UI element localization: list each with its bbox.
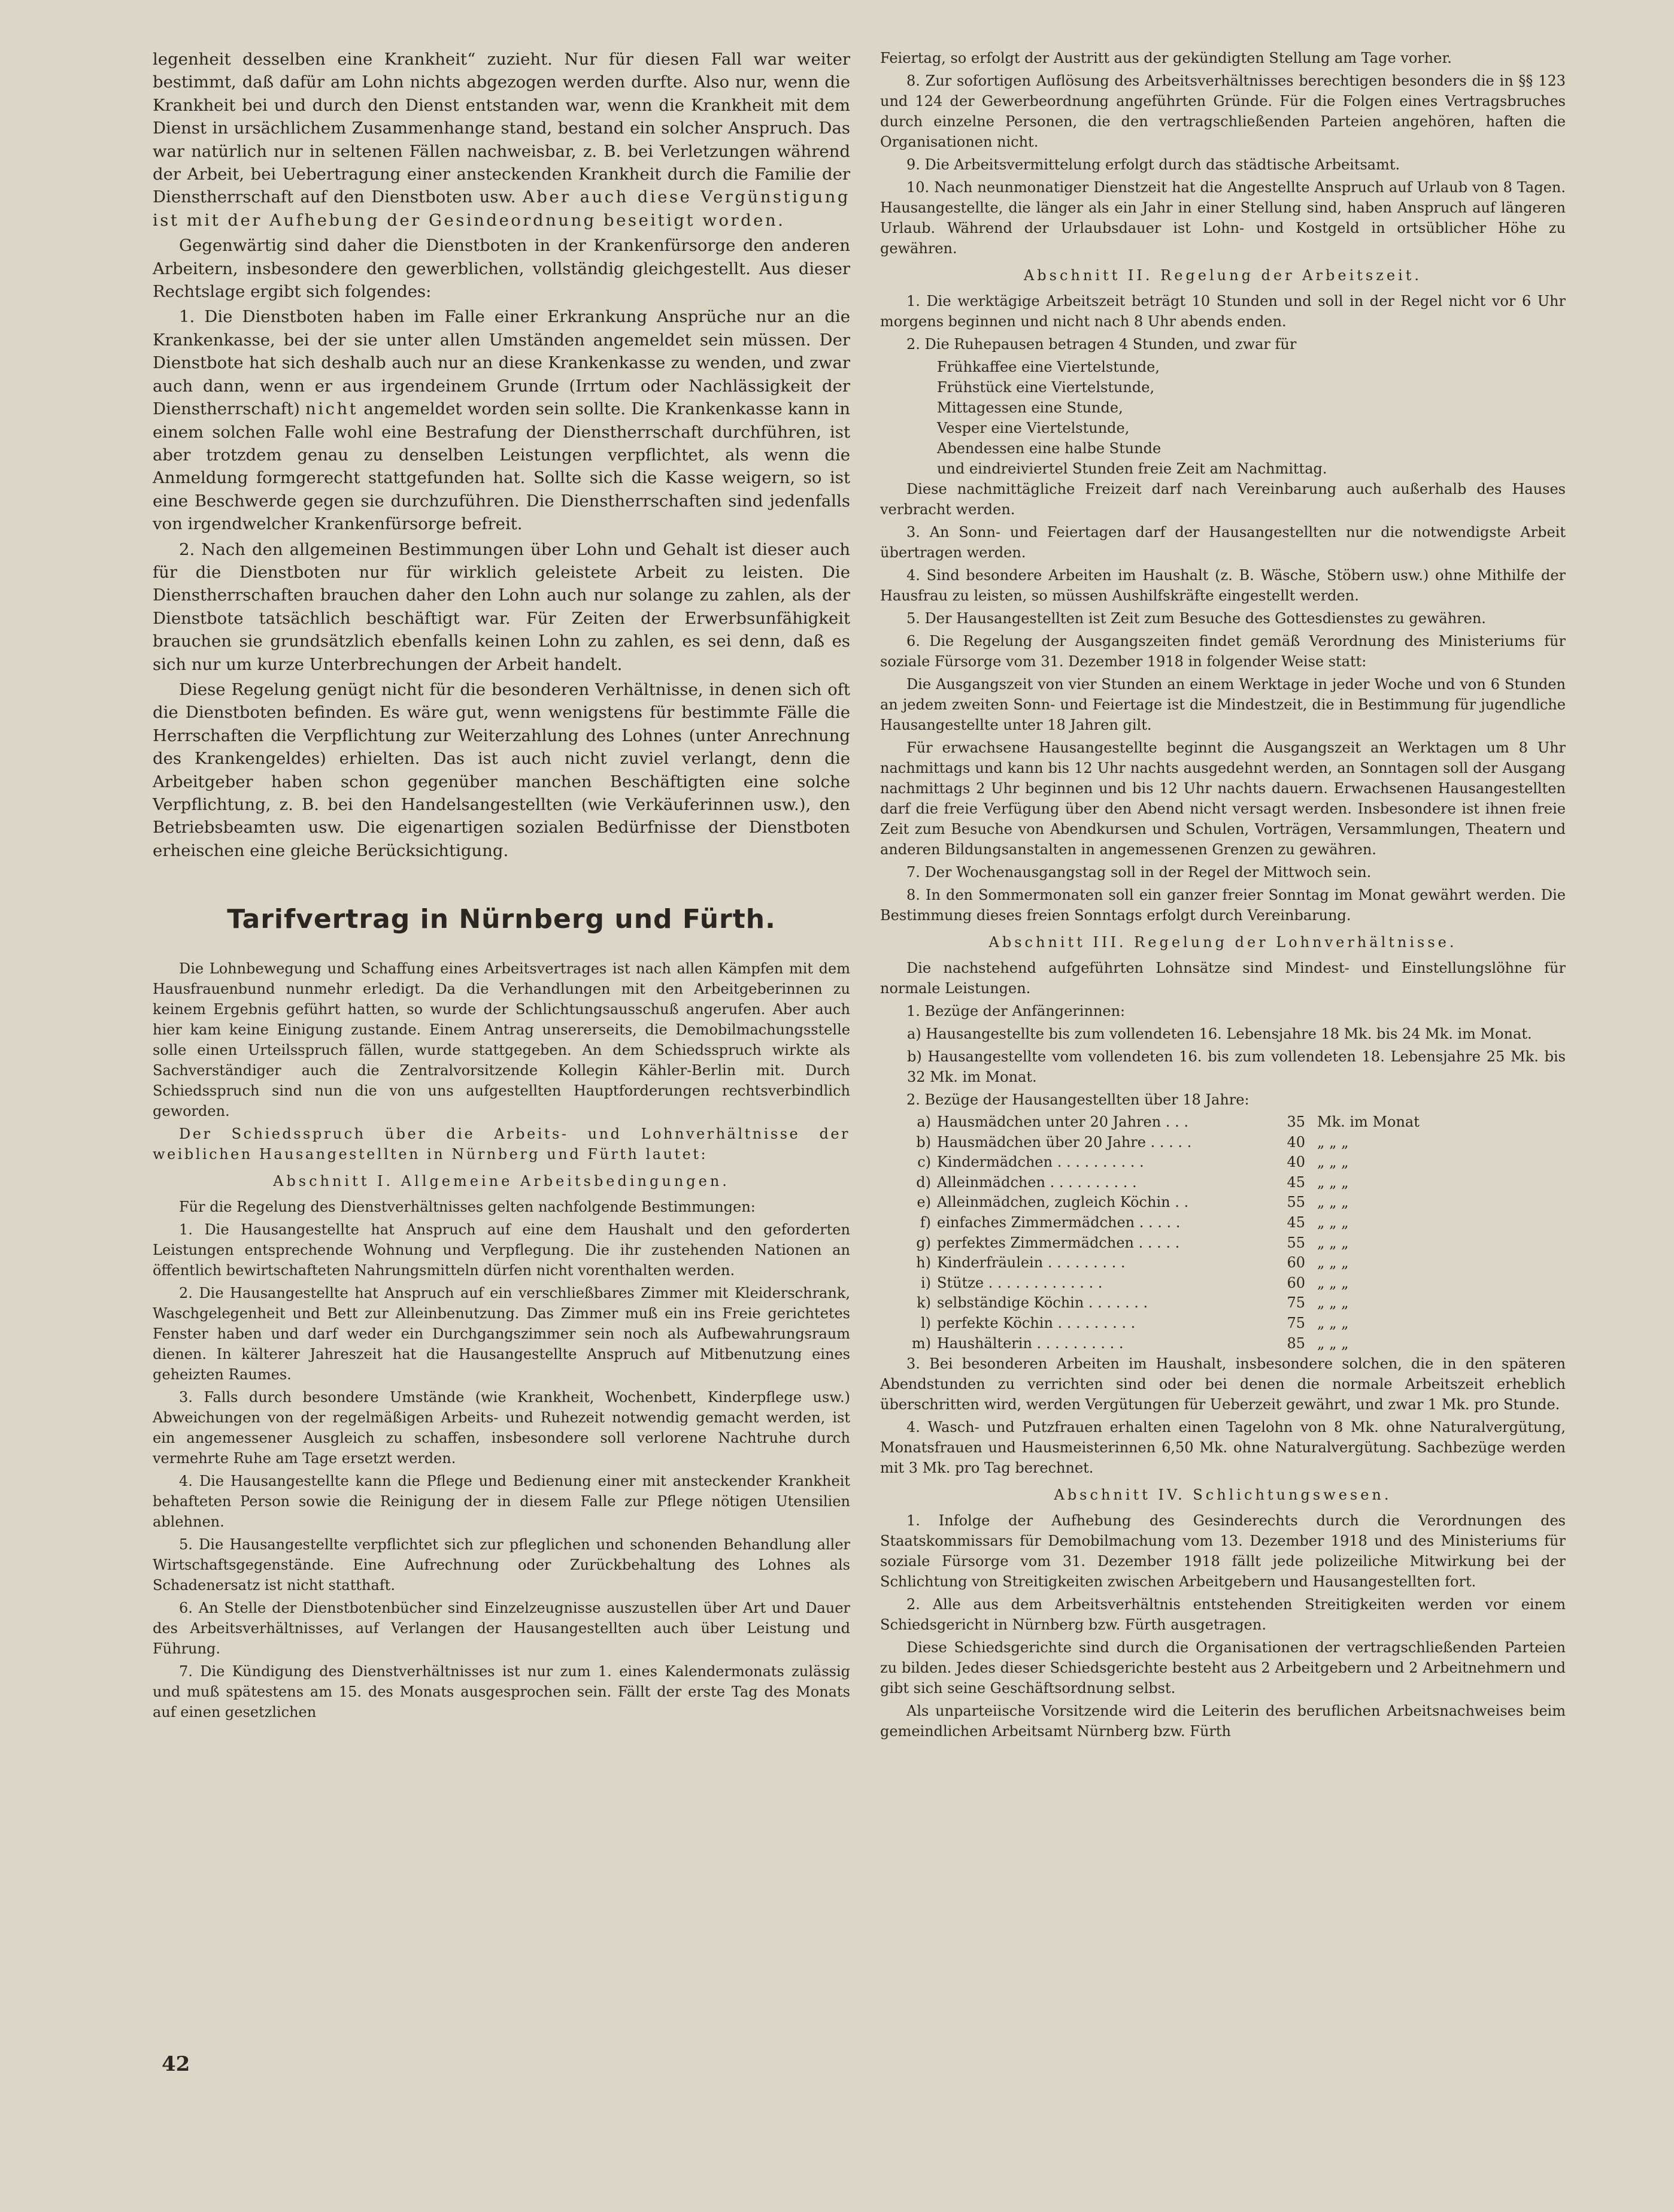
wage-row — [880, 1213, 1566, 1233]
wage-label: Stütze . . . . . . . . . . . . . — [937, 1274, 1103, 1291]
paragraph: 8. Zur sofortigen Auflösung des Arbeitsverhältnisses berechtigen besonders die in §§ 123 und 124 der Gewerbeordnung angeführten Gründe. Für die Folgen eines Vertragsbruches durch einzelne Personen, die den vertragschließenden Parteien angehören, haften die Organisationen nicht. — [880, 72, 1566, 150]
wage-row — [880, 1273, 1566, 1294]
wage-label: Hausmädchen unter 20 Jahren . . . — [937, 1113, 1188, 1130]
paragraph: a) Hausangestellte bis zum vollendeten 16. Lebensjahre 18 Mk. bis 24 Mk. im Monat. — [907, 1025, 1532, 1042]
wage-value: 75 — [1287, 1294, 1305, 1312]
text-run: 1. Die Dienstboten haben im Falle einer Erkrankung Ansprüche nur an die Krankenkasse, bei der sie unter allen Umständen angemeldet sein müssen. Der Dienstbote hat sich deshalb auch nur an diese Krankenkasse zu wenden, und zwar auch dann, wenn er aus irgendeinem Grunde (Irrtum oder Nachlässigkeit der Dienstherrschaft) — [153, 307, 850, 419]
wage-label: perfektes Zimmermädchen . . . . . — [937, 1234, 1180, 1251]
wage-unit: „ „ „ — [1317, 1274, 1349, 1291]
paragraph: 2. Die Hausangestellte hat Anspruch auf ein verschließbares Zimmer mit Kleiderschrank, Waschgelegenheit und Bett zur Alleinbenutzung. Das Zimmer muß ein ins Freie gerichtetes Fenster haben und darf weder ein Durchgangszimmer sein noch als Aufbewahrungsraum dienen. In kälterer Jahreszeit hat die Hausangestellte Anspruch auf Mitbenutzung eines geheizten Raumes. — [153, 1285, 850, 1383]
wage-row — [880, 1193, 1566, 1213]
wage-letter: e) — [917, 1194, 931, 1211]
paragraph: Die nachstehend aufgeführten Lohnsätze sind Mindest- und Einstellungslöhne für normale Leistungen. — [880, 960, 1566, 997]
paragraph: 3. Bei besonderen Arbeiten im Haushalt, insbesondere solchen, die in den späteren Abendstunden zu verrichten sind oder bei denen die normale Arbeitszeit erheblich überschritten wird, werden Vergütungen für Ueberzeit gewährt, und zwar 1 Mk. pro Stunde. — [880, 1355, 1566, 1413]
wage-letter: i) — [920, 1274, 931, 1291]
break-item: Abendessen eine halbe Stunde — [937, 440, 1162, 457]
wage-letter: l) — [920, 1314, 931, 1331]
paragraph: Als unparteiische Vorsitzende wird die Leiterin des beruflichen Arbeitsnachweises beim gemeindlichen Arbeitsamt Nürnberg bzw. Fürth — [880, 1703, 1566, 1740]
paragraph: 4. Sind besondere Arbeiten im Haushalt (z. B. Wäsche, Stöbern usw.) ohne Mithilfe der Hausfrau zu leisten, so müssen Aushilfskräfte eingestellt werden. — [880, 567, 1566, 604]
paragraph: 1. Bezüge der Anfängerinnen: — [906, 1003, 1126, 1019]
break-item: Frühkaffee eine Viertelstunde, — [937, 359, 1160, 375]
page-number: 42 — [162, 2052, 190, 2076]
wage-label: Haushälterin . . . . . . . . . . — [937, 1334, 1124, 1352]
wage-row — [880, 1313, 1566, 1334]
paragraph: 6. Die Regelung der Ausgangszeiten findet gemäß Verordnung des Ministeriums für soziale Fürsorge vom 31. Dezember 1918 in folgender Weise statt: — [880, 633, 1566, 670]
text-run: legenheit desselben eine Krankheit“ zuzieht. Nur für diesen Fall war weiter bestimmt, daß dafür am Lohn nichts abgezogen werden durfte. Also nur, wenn die Krankheit bei und durch den Dienst entstanden war, wenn die Krankheit mit dem Dienst in ursächlichem Zusammenhange stand, bestand ein solcher Anspruch. Das war natürlich nur in seltenen Fällen nachweisbar, z. B. bei Verletzungen während der Arbeit, bei Uebertragung einer ansteckenden Krankheit durch die Familie der Dienstherrschaft auf den Dienstboten usw. — [153, 50, 850, 207]
section-heading: Abschnitt I. Allgemeine Arbeitsbedingungen. — [273, 1173, 730, 1190]
paragraph: 9. Die Arbeitsvermittelung erfolgt durch das städtische Arbeitsamt. — [906, 156, 1400, 173]
wage-label: Alleinmädchen . . . . . . . . . . — [937, 1173, 1137, 1191]
paragraph: 1. Die werktägige Arbeitszeit beträgt 10 Stunden und soll in der Regel nicht vor 6 Uhr morgens beginnen und nicht nach 8 Uhr abends enden. — [880, 293, 1566, 330]
wage-unit: „ „ „ — [1317, 1173, 1349, 1191]
wage-letter: a) — [917, 1113, 931, 1130]
paragraph: Die Ausgangszeit von vier Stunden an einem Werktage in jeder Woche und von 6 Stunden an jedem zweiten Sonn- und Feiertage ist die Mindestzeit, die in Bestimmung für jugendliche Hausangestellte unter 18 Jahren gilt. — [880, 676, 1566, 733]
paragraph: Diese Schiedsgerichte sind durch die Organisationen der vertragschließenden Parteien zu bilden. Jedes dieser Schiedsgerichte besteht aus 2 Arbeitgebern und 2 Arbeitnehmern und gibt sich seine Geschäftsordnung selbst. — [880, 1639, 1566, 1697]
spaced-text: nicht — [305, 399, 359, 419]
paragraph: 6. An Stelle der Dienstbotenbücher sind Einzelzeugnisse auszustellen über Art und Dauer des Arbeitsverhältnisses, auf Verlangen der Hausangestellten auch über Leistung und Führung. — [153, 1600, 850, 1658]
wage-letter: g) — [916, 1234, 931, 1251]
wage-unit: Mk. im Monat — [1317, 1113, 1420, 1130]
wage-value: 85 — [1287, 1334, 1305, 1352]
wage-value: 60 — [1287, 1254, 1305, 1272]
paragraph: Für die Regelung des Dienstverhältnisses gelten nachfolgende Bestimmungen: — [179, 1198, 756, 1216]
paragraph: 2. Die Ruhepausen betragen 4 Stunden, und zwar für — [906, 336, 1297, 353]
wage-row — [880, 1334, 1566, 1354]
paragraph: 3. Falls durch besondere Umstände (wie Krankheit, Wochenbett, Kinderpflege usw.) Abweichungen von der regelmäßigen Arbeits- und Ruhezeit notwendig gemacht werden, ist ein angemessener Ausgleich zu schaffen, insbesondere soll verlorene Nachtruhe durch vermehrte Ruhe am Tage ersetzt werden. — [153, 1389, 850, 1467]
wage-label: einfaches Zimmermädchen . . . . . — [937, 1213, 1181, 1231]
paragraph — [153, 305, 850, 535]
paragraph: 3. An Sonn- und Feiertagen darf der Hausangestellten nur die notwendigste Arbeit übertragen werden. — [880, 524, 1566, 561]
paragraph: Gegenwärtig sind daher die Dienstboten in der Krankenfürsorge den anderen Arbeitern, insbesondere den gewerblichen, vollständig gleichgestellt. Aus dieser Rechtslage ergibt sich folgendes: — [153, 236, 850, 302]
wage-letter: b) — [916, 1133, 931, 1151]
paragraph: 8. In den Sommermonaten soll ein ganzer freier Sonntag im Monat gewährt werden. Die Bestimmung dieses freien Sonntags erfolgt durch Vereinbarung. — [880, 887, 1566, 924]
wage-unit: „ „ „ — [1317, 1213, 1349, 1231]
wage-row — [880, 1152, 1566, 1173]
paragraph: 5. Der Hausangestellten ist Zeit zum Besuche des Gottesdienstes zu gewähren. — [906, 610, 1486, 627]
wage-letter: m) — [911, 1334, 931, 1352]
section-heading: Abschnitt IV. Schlichtungswesen. — [1054, 1486, 1392, 1504]
paragraph: 2. Alle aus dem Arbeitsverhältnis entstehenden Streitigkeiten werden vor einem Schiedsgericht in Nürnberg bzw. Fürth ausgetragen. — [880, 1596, 1566, 1634]
wage-value: 45 — [1287, 1173, 1305, 1191]
wage-table — [880, 1112, 1566, 1354]
text-run: angemeldet worden sein sollte. Die Krankenkasse kann in einem solchen Falle wohl eine Bestrafung der Dienstherrschaft durchführen, ist aber trotzdem genau zu denselben Leistungen verpflichtet, als wenn die Anmeldung formgerecht stattgefunden hat. Sollte sich die Kasse weigern, so ist eine Beschwerde gegen sie durchzuführen. Die Dienstherrschaften sind jedenfalls von irgendwelcher Krankenfürsorge befreit. — [153, 399, 850, 534]
wage-unit: „ „ „ — [1317, 1154, 1349, 1171]
break-item: Mittagessen eine Stunde, — [937, 399, 1123, 416]
left-column — [153, 48, 850, 1725]
paragraph: 1. Infolge der Aufhebung des Gesinderechts durch die Verordnungen des Staatskommissars für Demobilmachung vom 13. Dezember 1918 und des Ministeriums für soziale Fürsorge vom 31. Dezember 1918 fällt jede polizeiliche Mitwirkung bei der Schlichtung von Streitigkeiten zwischen Arbeitgebern und Hausangestellten fort. — [880, 1512, 1566, 1591]
wage-letter: f) — [920, 1213, 931, 1231]
wage-letter: k) — [917, 1294, 931, 1312]
wage-value: 55 — [1287, 1194, 1305, 1211]
right-column — [880, 48, 1566, 1744]
wage-value: 45 — [1287, 1213, 1305, 1231]
wage-unit: „ „ „ — [1317, 1133, 1349, 1151]
wage-value: 35 — [1287, 1113, 1305, 1130]
paragraph: 7. Der Wochenausgangstag soll in der Regel der Mittwoch sein. — [906, 864, 1372, 881]
break-item: Vesper eine Viertelstunde, — [937, 420, 1130, 436]
break-item: und eindreiviertel Stunden freie Zeit am Nachmittag. — [937, 460, 1327, 477]
paragraph: 7. Die Kündigung des Dienstverhältnisses ist nur zum 1. eines Kalendermonats zulässig und muß spätestens am 15. des Monats ausgesprochen sein. Fällt der erste Tag des Monats auf einen gesetzlichen — [153, 1663, 850, 1721]
article-title: Tarifvertrag in Nürnberg und Fürth. — [227, 904, 776, 935]
paragraph — [153, 48, 850, 232]
spaced-text: Aber auch diese Vergünstigung ist mit der Aufhebung der Gesindeordnung beseitigt worden. — [153, 187, 850, 230]
wage-row — [880, 1253, 1566, 1273]
wage-row — [880, 1112, 1566, 1133]
section-heading: Abschnitt II. Regelung der Arbeitszeit. — [1023, 267, 1423, 284]
wage-letter: h) — [916, 1254, 931, 1272]
wage-value: 40 — [1287, 1154, 1305, 1171]
paragraph: 1. Die Hausangestellte hat Anspruch auf eine dem Haushalt und den geforderten Leistungen entsprechende Wohnung und Verpflegung. Die ihr zustehenden Nationen an öffentlich bewirtschafteten Nahrungsmitteln dürfen nicht vorenthalten werden. — [153, 1221, 850, 1279]
break-item: Frühstück eine Viertelstunde, — [937, 379, 1155, 396]
wage-unit: „ „ „ — [1317, 1334, 1349, 1352]
wage-unit: „ „ „ — [1317, 1234, 1349, 1251]
wage-unit: „ „ „ — [1317, 1254, 1349, 1272]
paragraph: Feiertag, so erfolgt der Austritt aus der gekündigten Stellung am Tage vorher. — [880, 50, 1452, 66]
wage-value: 40 — [1287, 1133, 1305, 1151]
wage-row — [880, 1173, 1566, 1193]
break-list — [937, 357, 1566, 479]
wage-label: perfekte Köchin . . . . . . . . . — [937, 1314, 1136, 1331]
paragraph: Für erwachsene Hausangestellte beginnt die Ausgangszeit an Werktagen um 8 Uhr nachmittags und kann bis 12 Uhr nachts ausgedehnt werden, an Sonntagen soll der Ausgang nachmittags 2 Uhr beginnen und bis 12 Uhr nachts dauern. Erwachsenen Hausangestellten darf die freie Verfügung über den Abend nicht versagt werden. Insbesondere ist ihnen freie Zeit zum Besuche von Abendkursen und Schulen, Vorträgen, Versammlungen, Theatern und anderen Bildungsanstalten in angemessenen Grenzen zu gewähren. — [880, 739, 1566, 858]
paragraph: Diese nachmittägliche Freizeit darf nach Vereinbarung auch außerhalb des Hauses verbracht werden. — [880, 481, 1566, 518]
wage-row — [880, 1133, 1566, 1153]
wage-value: 75 — [1287, 1314, 1305, 1331]
wage-value: 60 — [1287, 1274, 1305, 1291]
wage-label: selbständige Köchin . . . . . . . — [937, 1294, 1148, 1312]
paragraph: Die Lohnbewegung und Schaffung eines Arbeitsvertrages ist nach allen Kämpfen mit dem Hausfrauenbund nunmehr erledigt. Da die Verhandlungen mit den Arbeitgeberinnen zu keinem Ergebnis geführt hatten, so wurde der Schlichtungsausschuß angerufen. Aber auch hier kam keine Einigung zustande. Einem Antrag unsererseits, die Demobilmachungsstelle solle einen Urteilsspruch fällen, wurde stattgegeben. An dem Schiedsspruch wirkte als Sachverständiger auch die Zentralvorsitzende Kollegin Kähler-Berlin mit. Durch Schiedsspruch sind nun die von uns aufgestellten Hauptforderungen rechtsverbindlich geworden. — [153, 960, 850, 1120]
wage-unit: „ „ „ — [1317, 1194, 1349, 1211]
section-heading: Abschnitt III. Regelung der Lohnverhältnisse. — [988, 934, 1457, 951]
paragraph: 5. Die Hausangestellte verpflichtet sich zur pfleglichen und schonenden Behandlung aller Wirtschaftsgegenstände. Eine Aufrechnung oder Zurückbehaltung des Lohnes als Schadenersatz ist nicht statthaft. — [153, 1536, 850, 1594]
wage-letter: c) — [917, 1154, 931, 1171]
wage-label: Alleinmädchen, zugleich Köchin . . — [937, 1194, 1189, 1211]
wage-unit: „ „ „ — [1317, 1314, 1349, 1331]
wage-value: 55 — [1287, 1234, 1305, 1251]
paragraph: 2. Nach den allgemeinen Bestimmungen über Lohn und Gehalt ist dieser auch für die Dienstboten nur für wirklich geleistete Arbeit zu leisten. Die Dienstherrschaften brauchen daher den Lohn auch nur solange zu zahlen, als der Dienstbote tatsächlich beschäftigt war. Für Zeiten der Erwerbsunfähigkeit brauchen sie grundsätzlich ebenfalls keinen Lohn zu zahlen, es sei denn, daß es sich nur um kurze Unterbrechungen der Arbeit handelt. — [153, 539, 850, 674]
wage-row — [880, 1233, 1566, 1254]
wage-label: Kinderfräulein . . . . . . . . . — [937, 1254, 1126, 1272]
wage-unit: „ „ „ — [1317, 1294, 1349, 1312]
paragraph: Diese Regelung genügt nicht für die besonderen Verhältnisse, in denen sich oft die Dienstboten befinden. Es wäre gut, wenn wenigstens für bestimmte Fälle die Herrschaften die Verpflichtung zur Weiterzahlung des Lohnes (unter Anrechnung des Krankengeldes) erhielten. Das ist auch nicht zuviel verlangt, denn die Arbeitgeber haben schon gegenüber manchen Beschäftigten eine solche Verpflichtung, z. B. bei den Handelsangestellten (wie Verkäuferinnen usw.), den Betriebsbeamten usw. Die eigenartigen sozialen Bedürfnisse der Dienstboten erheischen eine gleiche Berücksichtigung. — [153, 679, 850, 860]
paragraph: 4. Die Hausangestellte kann die Pflege und Bedienung einer mit ansteckender Krankheit behafteten Person sowie die Reinigung der in diesem Falle zur Pflege nötigen Utensilien ablehnen. — [153, 1473, 850, 1531]
paragraph: 4. Wasch- und Putzfrauen erhalten einen Tagelohn von 8 Mk. ohne Naturalvergütung, Monatsfrauen und Hausmeisterinnen 6,50 Mk. ohne Naturalvergütung. Sachbezüge werden mit 3 Mk. pro Tag berechnet. — [880, 1419, 1566, 1477]
wage-label: Hausmädchen über 20 Jahre . . . . . — [937, 1133, 1192, 1151]
paragraph: 2. Bezüge der Hausangestellten über 18 Jahre: — [906, 1091, 1250, 1108]
wage-letter: d) — [916, 1173, 931, 1191]
paragraph: b) Hausangestellte vom vollendeten 16. bis zum vollendeten 18. Lebensjahre 25 Mk. bis 32 Mk. im Monat. — [907, 1048, 1566, 1085]
paragraph: 10. Nach neunmonatiger Dienstzeit hat die Angestellte Anspruch auf Urlaub von 8 Tagen. Hausangestellte, die länger als ein Jahr in einer Stellung sind, haben Anspruch auf längeren Urlaub. Während der Urlaubsdauer ist Lohn- und Kostgeld in ortsüblicher Höhe zu gewähren. — [880, 179, 1566, 257]
verdict-heading: Der Schiedsspruch über die Arbeits- und Lohnverhältnisse der weiblichen Hausangestellten in Nürnberg und Fürth lautet: — [153, 1125, 850, 1163]
wage-row — [880, 1293, 1566, 1313]
wage-label: Kindermädchen . . . . . . . . . . — [937, 1154, 1144, 1171]
